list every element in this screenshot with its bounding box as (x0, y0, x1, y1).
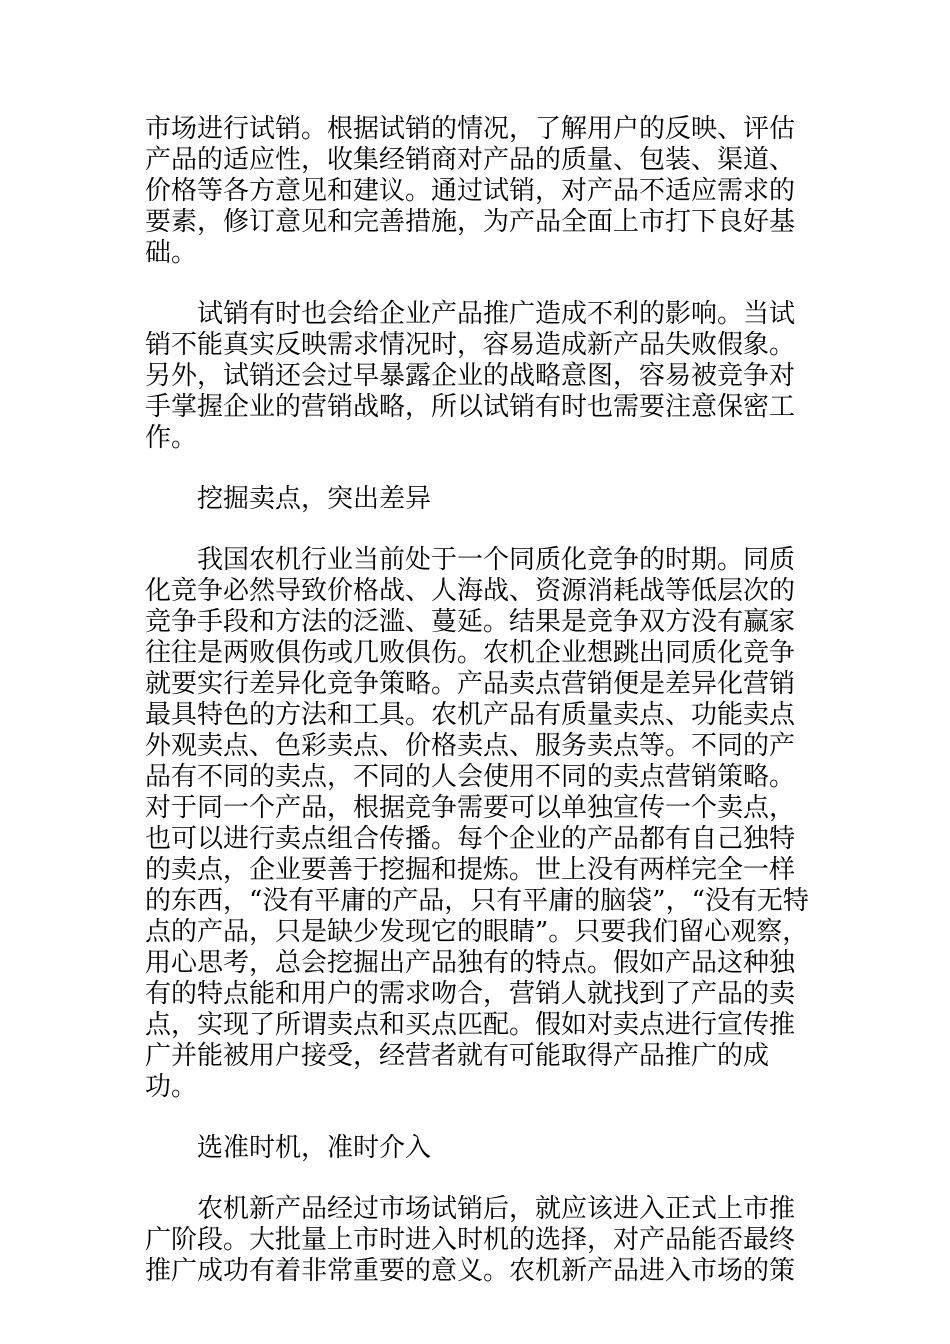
paragraph-selling-points: 我国农机行业当前处于一个同质化竞争的时期。同质化竞争必然导致价格战、人海战、资源消耗战等低层次的竞争手段和方法的泛滥、蔓延。结果是竞争双方没有赢家往往是两败俱伤或几败俱伤。农机企业想跳出同质化竞争就要实行差异化竞争策略。产品卖点营销便是差异化营销最具特色的方法和工具。农机产品有质量卖点、功能卖点外观卖点、色彩卖点、价格卖点、服务卖点等。不同的产品有不同的卖点，不同的人会使用不同的卖点营销策略。对于同一个产品，根据竞争需要可以单独宣传一个卖点，也可以进行卖点组合传播。每个企业的产品都有自己独特的卖点，企业要善于挖掘和提炼。世上没有两样完全一样的东西，“没有平庸的产品，只有平庸的脑袋”，“没有无特点的产品，只是缺少发现它的眼睛”。只要我们留心观察，用心思考，总会挖掘出产品独有的特点。假如产品这种独有的特点能和用户的需求吻合，营销人就找到了产品的卖点，实现了所谓卖点和买点匹配。假如对卖点进行宣传推广并能被用户接受，经营者就有可能取得产品推广的成功。 (145, 545, 809, 1102)
document-page (145, 114, 810, 1287)
paragraph-trial-sales-risks: 试销有时也会给企业产品推广造成不利的影响。当试销不能真实反映需求情况时，容易造成新产品失败假象。另外，试销还会过早暴露企业的战略意图，容易被竞争对手掌握企业的营销战略，所以试销有时也需要注意保密工作。 (145, 299, 796, 453)
section-heading-timing: 选准时机，准时介入 (197, 1133, 432, 1163)
section-heading-selling-points: 挖掘卖点，突出差异 (197, 484, 432, 514)
paragraph-market-launch: 农机新产品经过市场试销后，就应该进入正式上市推广阶段。大批量上市时进入时机的选择，对产品能否最终推广成功有着非常重要的意义。农机新产品进入市场的策 (145, 1194, 796, 1286)
paragraph-trial-sales-continuation: 市场进行试销。根据试销的情况，了解用户的反映、评估产品的适应性，收集经销商对产品的质量、包装、渠道、价格等各方意见和建议。通过试销，对产品不适应需求的要素，修订意见和完善措施，为产品全面上市打下良好基础。 (145, 114, 796, 268)
